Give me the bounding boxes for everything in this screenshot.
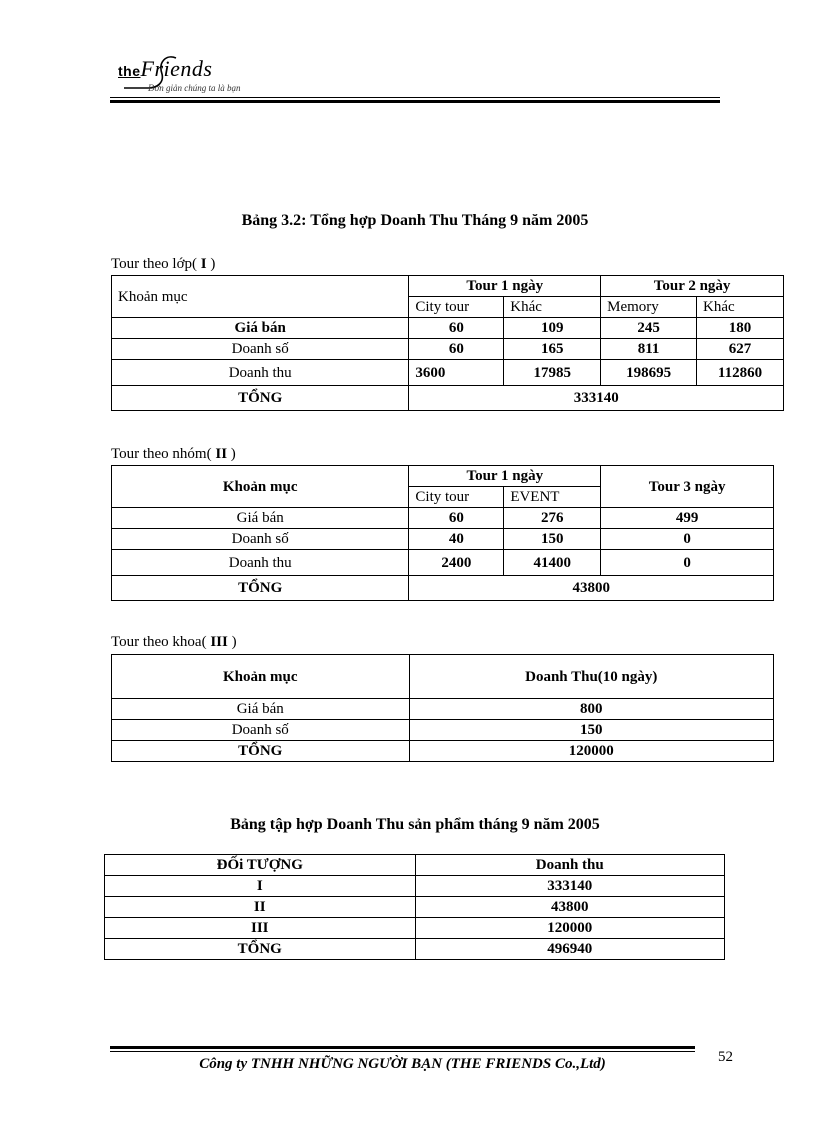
row-label: III [105,918,416,939]
page-number: 52 [718,1049,733,1065]
table-row [105,897,725,918]
total-value: 496940 [415,939,724,960]
header-tour-1-ngay: Tour 1 ngày [409,466,601,487]
cell: 165 [504,339,601,360]
total-value: 43800 [409,576,774,601]
subheader: EVENT [504,487,601,508]
table-row [112,360,784,386]
logo-the: the [118,63,141,79]
header-tour-1-ngay: Tour 1 ngày [409,276,601,297]
cell: 0 [601,550,774,576]
cell: 109 [504,318,601,339]
logo-wordmark [118,56,212,82]
table-row [105,918,725,939]
footer-rule-thick [110,1046,695,1049]
header-rule [110,97,720,98]
cell: 3600 [409,360,504,386]
table-total-row [112,741,774,762]
subheader: Memory [601,297,697,318]
footer-company: Công ty TNHH NHỮNG NGƯỜI BẠN (THE FRIENDS Co.,Ltd) [199,1056,606,1072]
table-row [112,508,774,529]
total-value: 120000 [409,741,774,762]
header-khoan-muc: Khoản mục [112,655,410,699]
header-khoan-muc: Khoản mục [112,276,409,318]
header-doanh-thu: Doanh thu [415,855,724,876]
cell: 40 [409,529,504,550]
table-row [112,699,774,720]
row-label: Giá bán [112,699,410,720]
total-label: TỔNG [112,386,409,411]
cell: 198695 [601,360,697,386]
page-title: Bảng 3.2: Tổng hợp Doanh Thu Tháng 9 năm 2005 [241,212,589,229]
header-rule-thick [110,100,720,103]
cell: 276 [504,508,601,529]
section-label-3: Tour theo khoa( III ) [111,634,237,650]
subheader: City tour [409,297,504,318]
header-tour-3-ngay: Tour 3 ngày [601,466,774,508]
section-label-1: Tour theo lớp( I ) [111,256,216,272]
footer-rule [110,1051,695,1052]
company-logo [118,52,278,100]
row-label: Doanh thu [112,550,409,576]
cell: 17985 [504,360,601,386]
header-doi-tuong: ĐỐi TƯỢNG [105,855,416,876]
cell: 800 [409,699,774,720]
table-row [105,876,725,897]
cell: 811 [601,339,697,360]
cell: 627 [697,339,784,360]
total-value: 333140 [409,386,784,411]
subheader: City tour [409,487,504,508]
table-tour-khoa [111,654,774,762]
logo-tagline: Đơn giản chúng ta là bạn [148,83,241,93]
cell: 150 [504,529,601,550]
cell: 2400 [409,550,504,576]
table-total-row [112,576,774,601]
cell: 43800 [415,897,724,918]
row-label: Giá bán [112,508,409,529]
header-doanh-thu: Doanh Thu(10 ngày) [409,655,774,699]
subheader: Khác [504,297,601,318]
cell: 112860 [697,360,784,386]
table-row [112,720,774,741]
cell: 333140 [415,876,724,897]
total-label: TỔNG [112,741,410,762]
cell: 41400 [504,550,601,576]
logo-friends: Friends [140,56,213,81]
table-summary [104,854,725,960]
row-label: II [105,897,416,918]
row-label: Doanh số [112,720,410,741]
header-tour-2-ngay: Tour 2 ngày [601,276,784,297]
cell: 245 [601,318,697,339]
row-label: Doanh số [112,339,409,360]
table-row [112,318,784,339]
row-label: Giá bán [112,318,409,339]
cell: 180 [697,318,784,339]
table-row [112,550,774,576]
table-total-row [105,939,725,960]
row-label: Doanh thu [112,360,409,386]
table-total-row [112,386,784,411]
row-label: I [105,876,416,897]
row-label: Doanh số [112,529,409,550]
cell: 60 [409,339,504,360]
total-label: TỔNG [105,939,416,960]
cell: 150 [409,720,774,741]
cell: 60 [409,318,504,339]
cell: 499 [601,508,774,529]
cell: 0 [601,529,774,550]
cell: 60 [409,508,504,529]
cell: 120000 [415,918,724,939]
summary-title: Bảng tập hợp Doanh Thu sản phẩm tháng 9 năm 2005 [230,816,600,833]
subheader: Khác [697,297,784,318]
header-khoan-muc: Khoản mục [112,466,409,508]
table-row [112,529,774,550]
table-tour-lop [111,275,784,411]
table-tour-nhom [111,465,774,601]
section-label-2: Tour theo nhóm( II ) [111,446,236,462]
table-row [112,339,784,360]
total-label: TỔNG [112,576,409,601]
